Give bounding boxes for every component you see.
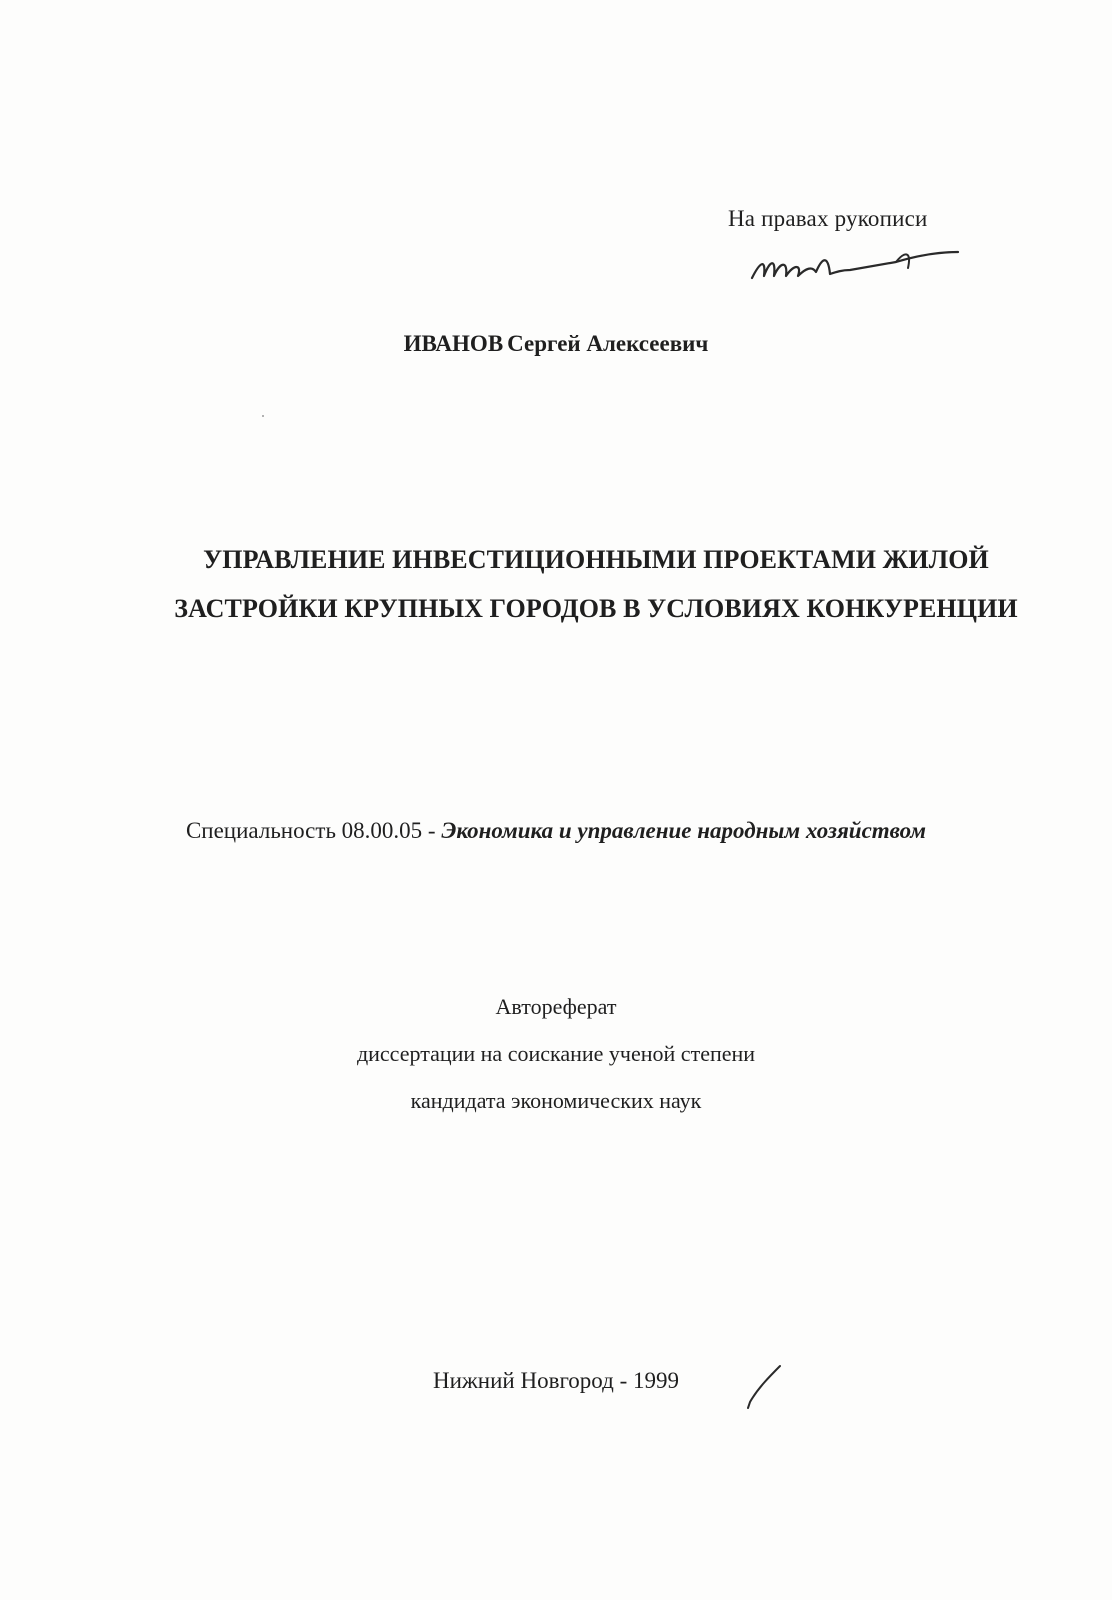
handwritten-signature-icon xyxy=(746,248,966,288)
paper-speck xyxy=(262,415,264,417)
abstract-line-1: Автореферат xyxy=(495,994,617,1019)
abstract-line-2: диссертации на соискание ученой степени xyxy=(356,1041,756,1066)
manuscript-rights-note: На правах рукописи xyxy=(728,206,928,231)
specialty-field: Экономика и управление народным хозяйством xyxy=(441,818,927,843)
author-name xyxy=(0,331,1112,357)
title-line-2: ЗАСТРОЙКИ КРУПНЫХ ГОРОДОВ В УСЛОВИЯХ КОНКУРЕНЦИИ xyxy=(174,594,1018,623)
title-line-1: УПРАВЛЕНИЕ ИНВЕСТИЦИОННЫМИ ПРОЕКТАМИ ЖИЛОЙ xyxy=(203,545,989,574)
author-surname: ИВАНОВ xyxy=(403,331,504,356)
specialty-line xyxy=(0,818,1112,844)
abstract-description xyxy=(0,983,1112,1124)
city-year: Нижний Новгород - 1999 xyxy=(432,1368,679,1393)
dissertation-title xyxy=(40,535,1112,633)
pen-stroke-icon xyxy=(744,1362,784,1410)
specialty-code: Специальность 08.00.05 - xyxy=(185,818,442,843)
abstract-line-3: кандидата экономических наук xyxy=(410,1088,702,1113)
author-given-names: Сергей Алексеевич xyxy=(507,331,709,356)
